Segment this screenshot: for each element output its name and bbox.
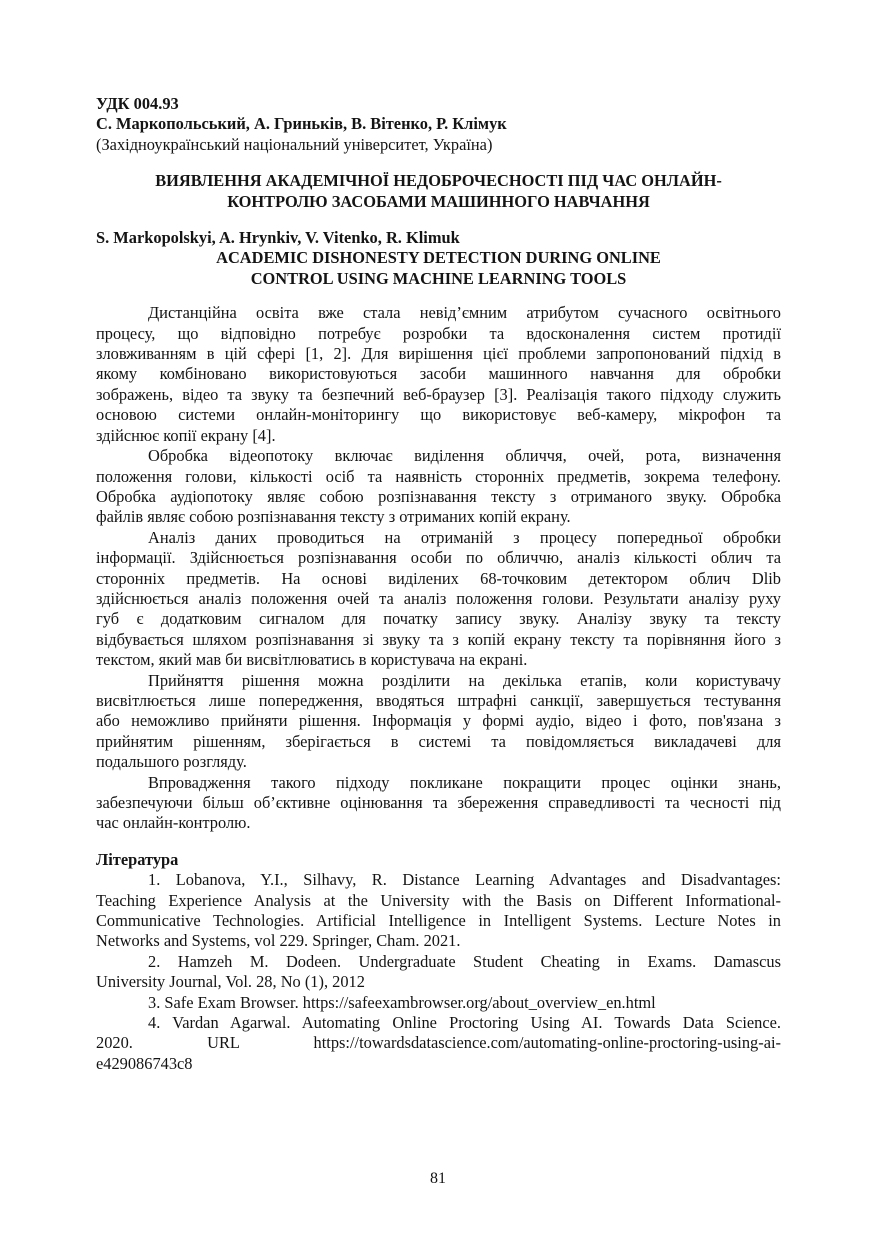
reference-line: Communicative Technologies. Artificial Intelligence in Intelligent Systems. Lecture Notes in — [96, 911, 781, 931]
text-line: або неможливо прийняти рішення. Інформація у формі аудіо, відео і фото, пов'язана з — [96, 711, 781, 731]
text-line: висвітлюється лише попередження, вводяться штрафні санкції, завершується тестування — [96, 690, 781, 710]
reference-line: e429086743c8 — [96, 1053, 193, 1073]
reference-line: University Journal, Vol. 28, No (1), 2012 — [96, 972, 365, 992]
paragraph — [96, 773, 781, 834]
text-line: подальшого розгляду. — [96, 752, 247, 772]
text-line: губ є додатковим сигналом для початку запису звуку. Аналізу звуку та тексту — [96, 609, 781, 629]
title-ua-line: КОНТРОЛЮ ЗАСОБАМИ МАШИННОГО НАВЧАННЯ — [227, 191, 650, 211]
reference-line: Networks and Systems, vol 229. Springer, Cham. 2021. — [96, 931, 461, 951]
text-line: інформації. Здійснюється розпізнавання особи по обличчю, аналіз кількості облич та — [96, 548, 781, 568]
text-line: Прийняття рішення можна розділити на декілька етапів, коли користувачу — [148, 670, 781, 690]
text-line: файлів являє собою розпізнавання тексту з отриманих копій екрану. — [96, 507, 571, 527]
reference-item — [96, 1013, 781, 1074]
body-text — [96, 303, 781, 834]
paper-page — [96, 94, 781, 1074]
text-line: Впровадження такого підходу покликане покращити процес оцінки знань, — [148, 772, 781, 792]
text-line: час онлайн-контролю. — [96, 813, 251, 833]
text-line: забезпечуючи більш об’єктивне оцінювання та збереження справедливості та чесності під — [96, 793, 781, 812]
text-line: сторонніх предметів. На основі виділених 68-точковим детектором облич Dlib — [96, 568, 781, 588]
title-en — [96, 248, 781, 289]
text-line: Обробка відеопотоку включає виділення обличчя, очей, рота, визначення — [148, 446, 781, 466]
paragraph — [96, 528, 781, 671]
title-en-line: ACADEMIC DISHONESTY DETECTION DURING ONLINE — [216, 248, 661, 268]
reference-line: 2020. URL https://towardsdatascience.com/automating-online-proctoring-using-ai- — [96, 1033, 781, 1053]
text-line: відбувається шляхом розпізнавання зі звуку та з копій екрану тексту та порівняння його з — [96, 629, 781, 649]
reference-line: 2. Hamzeh M. Dodeen. Undergraduate Student Cheating in Exams. Damascus — [148, 951, 781, 971]
authors-en: S. Markopolskyi, A. Hrynkiv, V. Vitenko, R. Klimuk — [96, 228, 460, 248]
references-list — [96, 870, 781, 1074]
title-ua — [96, 171, 781, 212]
page-number: 81 — [430, 1170, 446, 1187]
reference-line: Teaching Experience Analysis at the University with the Basis on Different Informational- — [96, 890, 781, 910]
title-ua-line: ВИЯВЛЕННЯ АКАДЕМІЧНОЇ НЕДОБРОЧЕСНОСТІ ПІД ЧАС ОНЛАЙН- — [155, 171, 722, 191]
text-line: зловживанням в цій сфері [1, 2]. Для вирішення цієї проблеми запропонований підхід в — [96, 344, 781, 364]
text-line: процесу, що відповідно потребує розробки та вдосконалення систем протидії — [96, 323, 781, 343]
text-line: зображень, відео та звуку та безпечний веб-браузер [3]. Реалізація такого підходу служить — [96, 384, 781, 404]
paragraph — [96, 446, 781, 528]
reference-item — [96, 952, 781, 993]
text-line: положення голови, кількості осіб та наявність сторонніх предметів, зокрема телефону. — [96, 466, 781, 486]
reference-line: 4. Vardan Agarwal. Automating Online Proctoring Using AI. Towards Data Science. — [148, 1013, 781, 1033]
text-line: здійснюється аналіз положення очей та аналіз положення голови. Результати аналізу руху — [96, 588, 781, 608]
references-heading: Література — [96, 849, 179, 869]
text-line: Дистанційна освіта вже стала невід’ємним атрибутом сучасного освітнього — [148, 303, 781, 323]
text-line: Обробка аудіопотоку являє собою розпізнавання тексту з отриманого звуку. Обробка — [96, 486, 781, 506]
text-line: здійснює копії екрану [4]. — [96, 425, 276, 445]
text-line: Аналіз даних проводиться на отриманій з процесу попередньої обробки — [148, 527, 781, 547]
text-line: основою системи онлайн-моніторингу що використовує веб-камеру, мікрофон та — [96, 405, 781, 425]
reference-item — [96, 870, 781, 952]
title-en-line: CONTROL USING MACHINE LEARNING TOOLS — [250, 268, 627, 288]
reference-line: 1. Lobanova, Y.I., Silhavy, R. Distance Learning Advantages and Disadvantages: — [148, 870, 781, 890]
text-line: якому комбіновано використовуються засоби машинного навчання для обробки — [96, 364, 781, 384]
reference-line: 3. Safe Exam Browser. https://safeexambrowser.org/about_overview_en.html — [148, 992, 656, 1012]
reference-item — [96, 993, 781, 1013]
affiliation: (Західноукраїнський національний університет, Україна) — [96, 134, 493, 154]
authors-ua: С. Маркопольський, А. Гриньків, В. Вітенко, Р. Клімук — [96, 114, 507, 134]
text-line: прийнятим рішенням, зберігається в системі та повідомляється викладачеві для — [96, 731, 781, 751]
paragraph — [96, 671, 781, 773]
text-line: текстом, який мав би висвітлюватись в користувача на екрані. — [96, 650, 528, 670]
paragraph — [96, 303, 781, 446]
udc-code: УДК 004.93 — [96, 94, 179, 113]
